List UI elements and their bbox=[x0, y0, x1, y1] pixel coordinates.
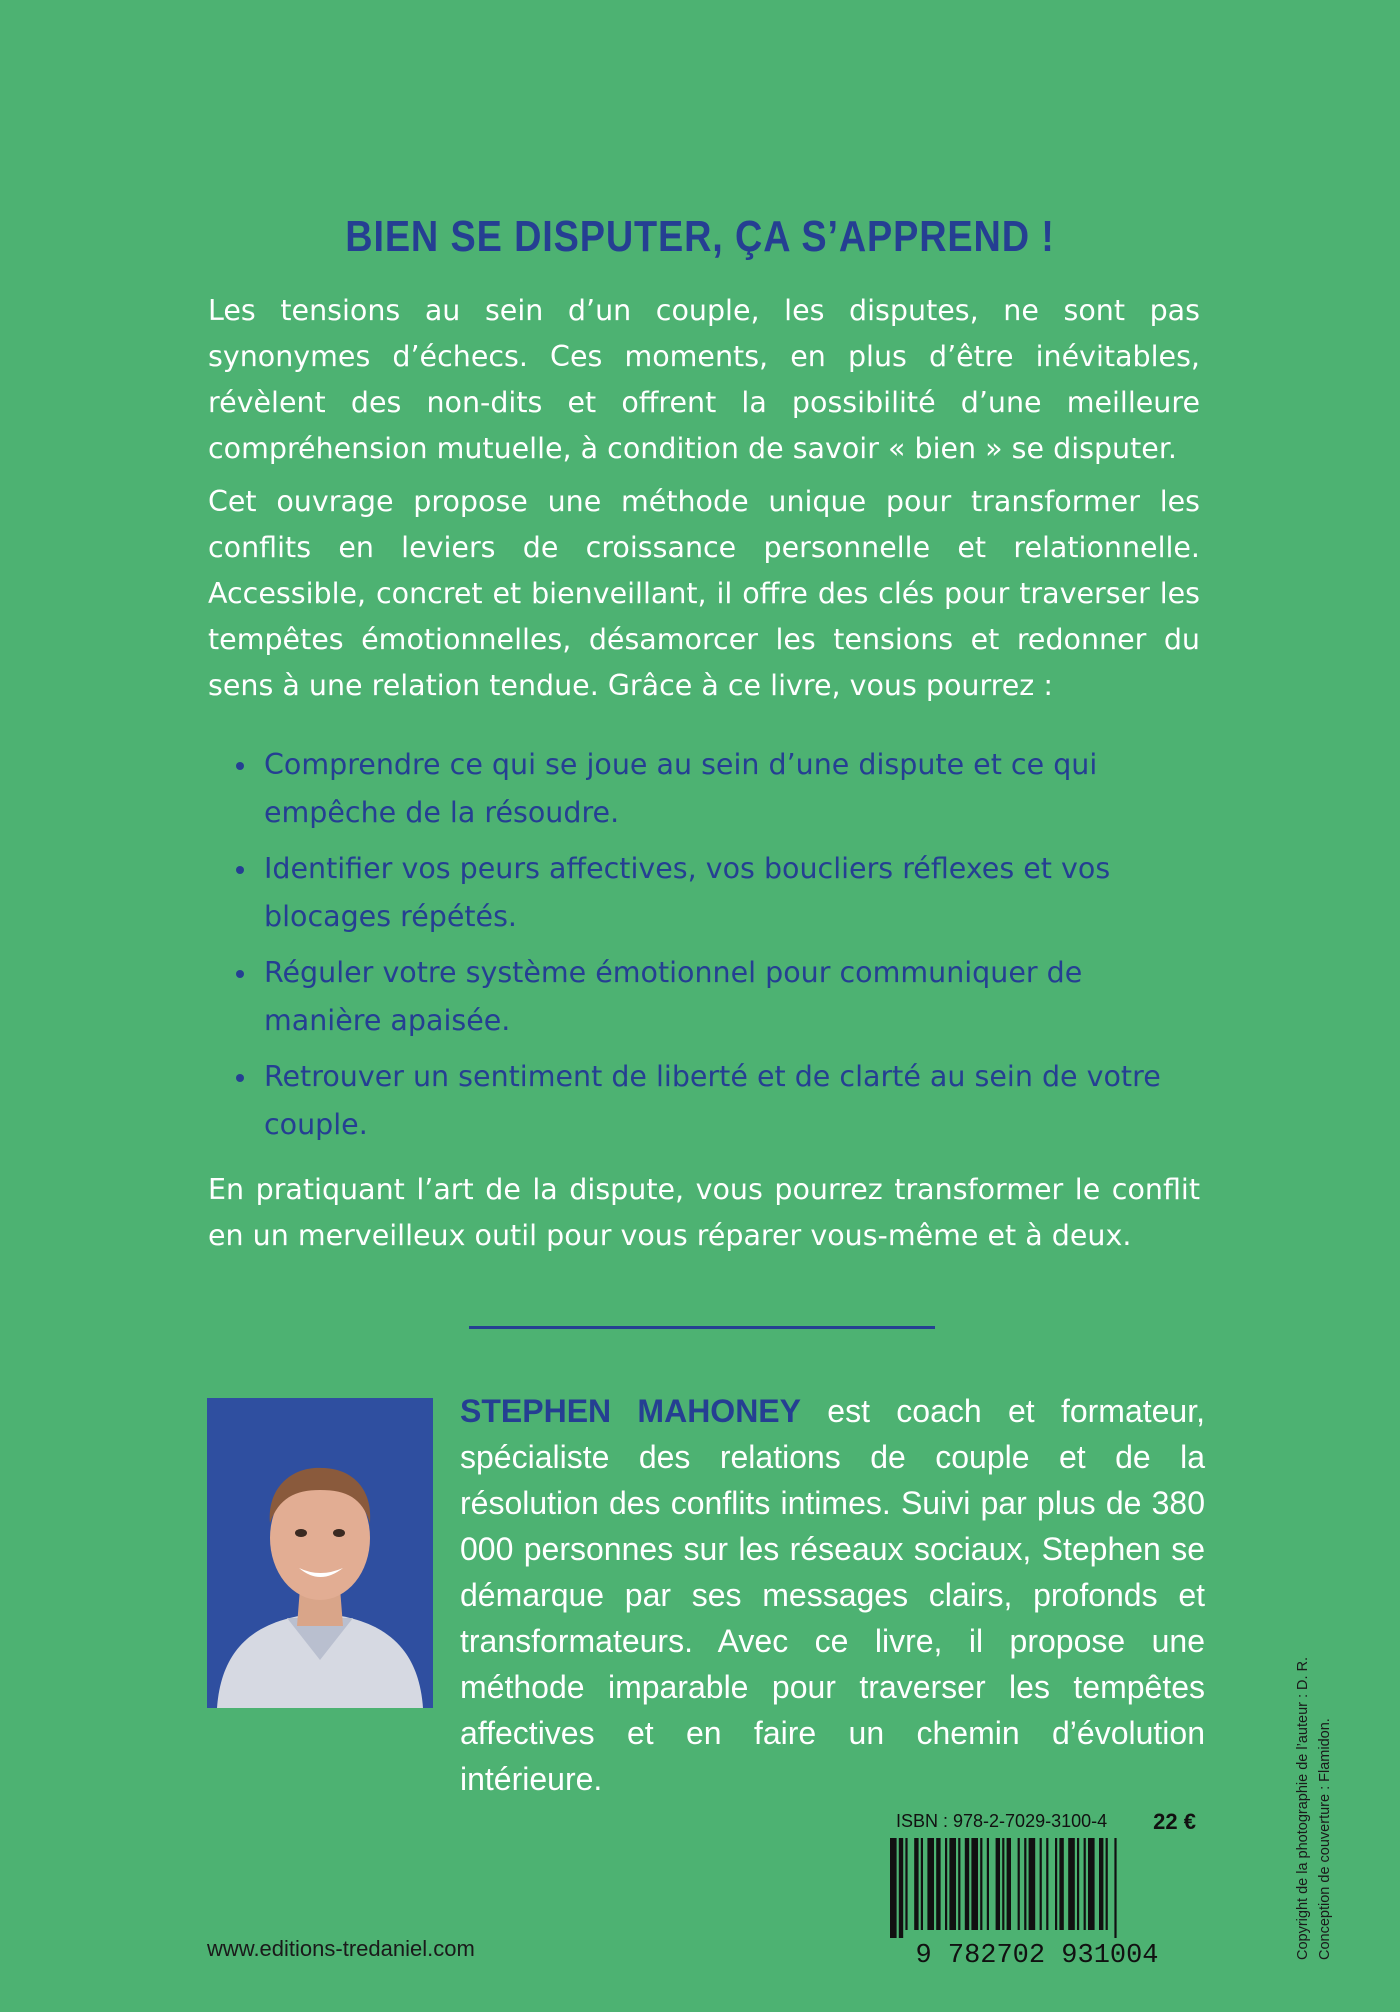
barcode-bar bbox=[971, 1838, 978, 1930]
barcode-bar bbox=[936, 1838, 940, 1930]
barcode-bar bbox=[980, 1838, 982, 1930]
intro-paragraph-1: Les tensions au sein d’un couple, les disputes, ne sont pas synonymes d’échecs. Ces moments, en plus d’être inévitables, révèlent des non-dits et offrent la possibilité d’une meilleure compréhension mutuelle, à condition de savoir « bien » se disputer. bbox=[208, 294, 1200, 465]
isbn-number: ISBN : 978-2-7029-3100-4 bbox=[896, 1811, 1108, 1831]
benefit-item: Comprendre ce qui se joue au sein d’une dispute et ce qui empêche de la résoudre. bbox=[236, 741, 1201, 837]
benefit-item: Retrouver un sentiment de liberté et de clarté au sein de votre couple. bbox=[236, 1053, 1201, 1149]
barcode-bar bbox=[1068, 1838, 1075, 1930]
price: 22 € bbox=[1153, 1809, 1196, 1834]
author-bio bbox=[460, 1388, 1205, 1802]
barcode-bar bbox=[1099, 1838, 1103, 1930]
bullet-icon bbox=[236, 762, 244, 770]
barcode-bar bbox=[1046, 1838, 1048, 1930]
barcode-bar bbox=[987, 1838, 989, 1930]
bullet-icon bbox=[236, 970, 244, 978]
author-bio-text: est coach et formateur, spécialiste des relations de couple et de la résolution des conflits intimes. Suivi par plus de 380 000 personnes sur les réseaux sociaux, Stephen se démarque par ses messages clairs, profonds et transformateurs. Avec ce livre, il propose une méthode imparable pour traverser les tempêtes affectives et en faire un chemin d’évolution intérieure. bbox=[460, 1393, 1206, 1797]
barcode-bar bbox=[1106, 1838, 1108, 1930]
barcode-bar bbox=[1077, 1838, 1079, 1930]
author-portrait-icon bbox=[207, 1398, 433, 1708]
barcode-bar bbox=[1055, 1838, 1057, 1930]
author-photo bbox=[207, 1398, 433, 1708]
barcode-bar bbox=[1114, 1838, 1116, 1938]
intro-paragraph-2: Cet ouvrage propose une méthode unique pour transformer les conflits en leviers de croissance personnelle et relationnelle. Accessible, concret et bienveillant, il offre des clés pour traverser les tempêtes émotionnelles, désamorcer les tensions et redonner du sens à une relation tendue. Grâce à ce livre, vous pourrez : bbox=[208, 485, 1200, 702]
barcode-bar bbox=[890, 1838, 897, 1938]
credits bbox=[1292, 1630, 1336, 1960]
back-cover-headline: BIEN SE DISPUTER, ÇA S’APPREND ! bbox=[345, 212, 1055, 261]
barcode-bar bbox=[1024, 1838, 1026, 1930]
barcode-bar bbox=[965, 1838, 969, 1930]
barcode-bar bbox=[1040, 1838, 1042, 1930]
barcode-bar bbox=[921, 1838, 923, 1930]
author-name: STEPHEN MAHONEY bbox=[460, 1393, 801, 1429]
benefit-item: Identifier vos peurs affectives, vos boucliers réflexes et vos blocages répétés. bbox=[236, 845, 1201, 941]
barcode-bar bbox=[1007, 1838, 1011, 1930]
benefit-item: Réguler votre système émotionnel pour communiquer de manière apaisée. bbox=[236, 949, 1201, 1045]
barcode-bar bbox=[927, 1838, 934, 1930]
barcode-digits: 9 782702 931004 bbox=[915, 1941, 1159, 1966]
barcode-bar bbox=[1088, 1838, 1095, 1930]
barcode-icon bbox=[872, 1838, 1202, 1966]
photo-credit: Copyright de la photographie de l’auteur : D. R. bbox=[1295, 1656, 1311, 1960]
publisher-website: www.editions-tredaniel.com bbox=[207, 1936, 475, 1961]
barcode-bar bbox=[1002, 1838, 1004, 1930]
barcode-bar bbox=[899, 1838, 903, 1938]
barcode-bar bbox=[996, 1838, 1000, 1930]
bullet-icon bbox=[236, 866, 244, 874]
closing-paragraph: En pratiquant l’art de la dispute, vous pourrez transformer le conflit en un merveilleux outil pour vous réparer vous-même et à deux. bbox=[208, 1173, 1200, 1252]
section-divider bbox=[469, 1326, 935, 1329]
barcode-bar bbox=[1059, 1838, 1063, 1930]
barcode-bar bbox=[949, 1838, 956, 1930]
bullet-icon bbox=[236, 1074, 244, 1082]
barcode-bar bbox=[914, 1838, 918, 1930]
barcode-bar bbox=[958, 1838, 960, 1930]
barcode-bar bbox=[1029, 1838, 1036, 1930]
barcode-bar bbox=[945, 1838, 947, 1930]
benefits-list bbox=[236, 741, 1201, 1157]
barcode-bar bbox=[905, 1838, 907, 1930]
barcode-bar bbox=[1018, 1838, 1020, 1930]
barcode-bar bbox=[1084, 1838, 1086, 1930]
isbn-block bbox=[896, 1811, 1196, 1832]
cover-credit: Conception de couverture : Flamidon. bbox=[1317, 1718, 1333, 1960]
